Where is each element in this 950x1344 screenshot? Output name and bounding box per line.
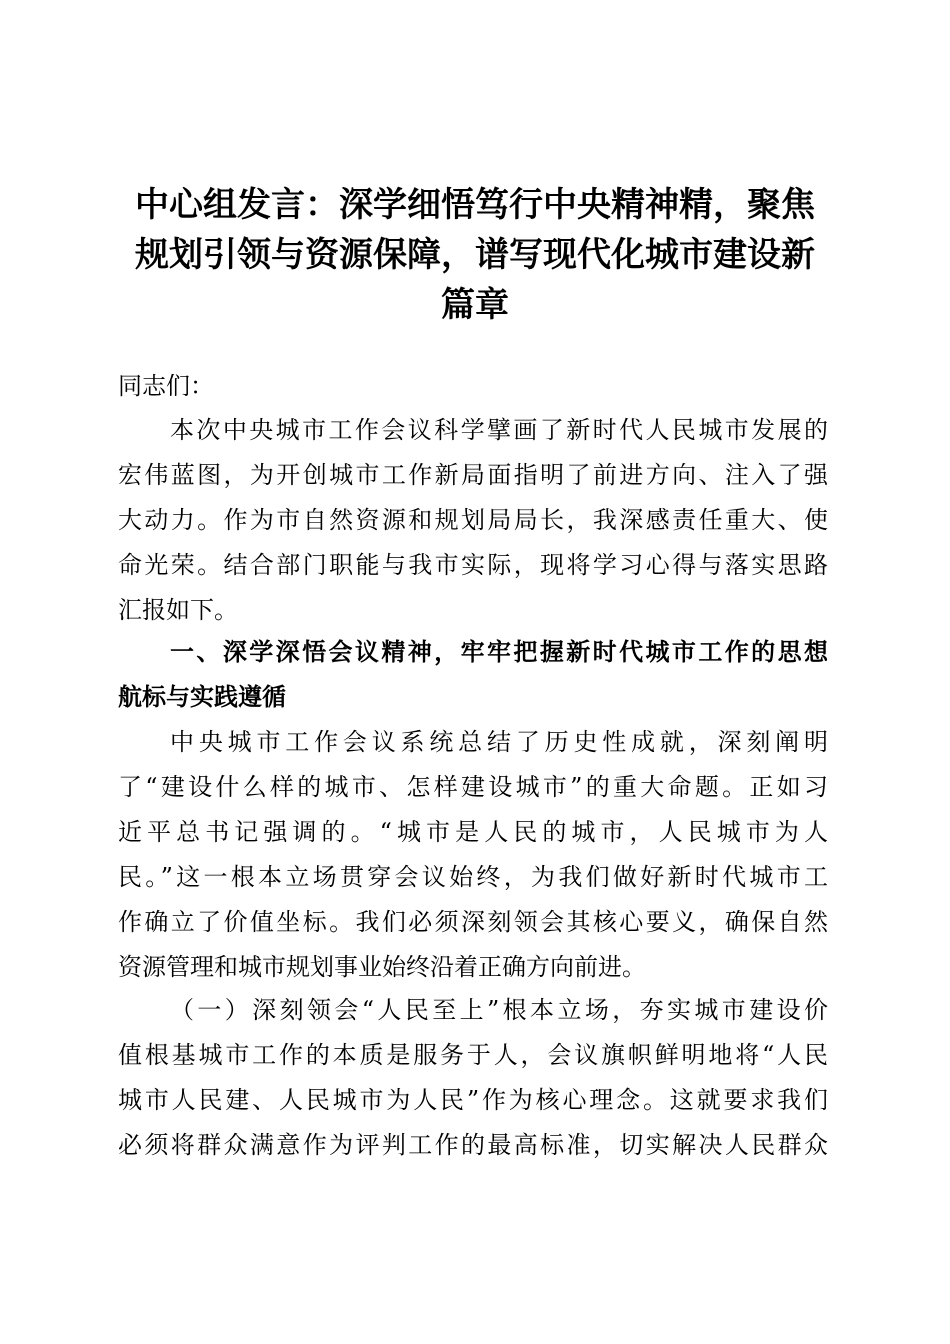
paragraph-line: 作确立了价值坐标。我们必须深刻领会其核心要义，确保自然 xyxy=(118,908,828,936)
greeting: 同志们： xyxy=(118,372,214,400)
paragraph-line: 了“建设什么样的城市、怎样建设城市”的重大命题。正如习 xyxy=(118,773,828,801)
heading-line: 航标与实践遵循 xyxy=(118,683,286,711)
paragraph-section-1 xyxy=(118,720,828,990)
paragraph-line: 近平总书记强调的。“城市是人民的城市，人民城市为人 xyxy=(118,818,828,846)
paragraph-line: 民。”这一根本立场贯穿会议始终，为我们做好新时代城市工 xyxy=(118,863,828,891)
title-line: 篇章 xyxy=(441,285,509,325)
paragraph-line: 命光荣。结合部门职能与我市实际，现将学习心得与落实思路 xyxy=(118,551,828,579)
paragraph-line: 宏伟蓝图，为开创城市工作新局面指明了前进方向、注入了强 xyxy=(118,461,828,489)
paragraph-line: 中央城市工作会议系统总结了历史性成就，深刻阐明 xyxy=(170,728,828,756)
paragraph-line: 大动力。作为市自然资源和规划局局长，我深感责任重大、使 xyxy=(118,506,828,534)
paragraph-line: 必须将群众满意作为评判工作的最高标准，切实解决人民群众 xyxy=(118,1131,828,1159)
heading-line: 一、深学深悟会议精神，牢牢把握新时代城市工作的思想 xyxy=(170,638,828,666)
paragraph-line: 资源管理和城市规划事业始终沿着正确方向前进。 xyxy=(118,953,646,981)
document-title xyxy=(100,180,850,330)
section-heading xyxy=(118,630,828,720)
title-line: 规划引领与资源保障，谱写现代化城市建设新 xyxy=(135,235,815,275)
paragraph-line: 汇报如下。 xyxy=(118,596,238,624)
paragraph-intro xyxy=(118,408,828,633)
paragraph-subsection-1 xyxy=(118,988,828,1168)
paragraph-line: 值根基城市工作的本质是服务于人，会议旗帜鲜明地将“人民 xyxy=(118,1041,828,1069)
paragraph-line: 城市人民建、人民城市为人民”作为核心理念。这就要求我们 xyxy=(118,1086,828,1114)
paragraph-line: 本次中央城市工作会议科学擘画了新时代人民城市发展的 xyxy=(170,416,828,444)
paragraph-line: （一）深刻领会“人民至上”根本立场，夯实城市建设价 xyxy=(170,996,828,1024)
title-line: 中心组发言：深学细悟笃行中央精神精，聚焦 xyxy=(135,185,815,225)
